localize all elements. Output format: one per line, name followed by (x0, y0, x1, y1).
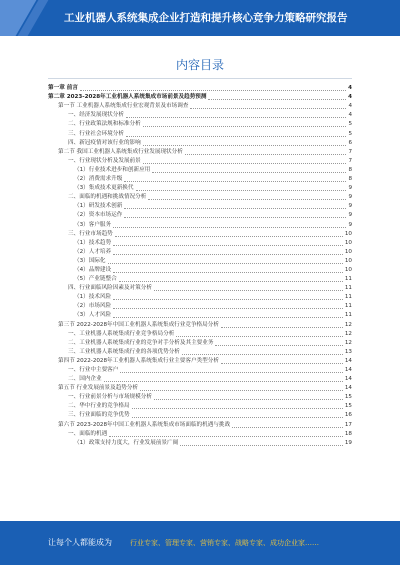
toc-leader-dots (140, 390, 343, 391)
toc-entry[interactable] (48, 148, 352, 157)
toc-entry-text: 二、工业机器人系统集成行业的竞争对手分析及其主要业务 (68, 339, 214, 346)
toc-entry[interactable] (48, 384, 352, 393)
toc-leader-dots (124, 181, 346, 182)
toc-entry-text: 四、行业面临风险因素及对策分析 (68, 285, 152, 292)
toc-entry-page: 7 (348, 148, 352, 155)
toc-leader-dots (152, 172, 346, 173)
toc-leader-dots (232, 427, 343, 428)
toc-entry-page: 4 (348, 112, 352, 119)
toc-entry[interactable] (48, 284, 352, 293)
toc-entry[interactable] (48, 193, 352, 202)
toc-leader-dots (113, 317, 343, 318)
toc-entry-page: 5 (348, 130, 352, 137)
toc-leader-dots (108, 263, 343, 264)
toc-entry-page: 11 (344, 285, 352, 292)
toc-entry-page: 9 (348, 194, 352, 201)
toc-entry[interactable] (48, 375, 352, 384)
toc-leader-dots (113, 245, 343, 246)
toc-entry-page: 12 (344, 321, 352, 328)
toc-entry[interactable] (48, 420, 352, 429)
toc-entry-text: （2）人才培养 (74, 248, 112, 255)
toc-entry-page: 10 (344, 239, 352, 246)
toc-entry[interactable] (48, 129, 352, 138)
toc-entry-text: 二、面临的机遇和挑战情况分析 (68, 194, 147, 201)
toc-entry-page: 10 (344, 248, 352, 255)
toc-entry[interactable] (48, 430, 352, 439)
toc-leader-dots (136, 190, 347, 191)
toc-entry-text: 三、工业机器人系统集成行业的各项优势分析 (68, 348, 180, 355)
toc-entry-page: 16 (344, 412, 352, 419)
toc-entry-page: 10 (344, 230, 352, 237)
toc-leader-dots (115, 236, 343, 237)
toc-entry-text: （2）市场风险 (74, 303, 112, 310)
footer-banner (0, 521, 400, 565)
toc-entry[interactable] (48, 239, 352, 248)
toc-leader-dots (120, 372, 343, 373)
toc-entry-text: （1）技术风险 (74, 294, 112, 301)
report-title: 工业机器人系统集成企业打造和提升核心竞争力策略研究报告 (64, 12, 348, 24)
toc-leader-dots (113, 254, 343, 255)
toc-entry-text: （1）行业技术进步和创新应用 (74, 166, 151, 173)
toc-entry-page: 11 (344, 276, 352, 283)
toc-leader-dots (132, 417, 343, 418)
toc-leader-dots (104, 381, 343, 382)
toc-entry-text: 一、行业前景分析与市场规模分析 (68, 394, 152, 401)
table-of-contents (48, 84, 352, 448)
toc-entry[interactable] (48, 175, 352, 184)
toc-entry-text: 第二节 我国工业机器人系统集成行业发展现状分析 (58, 148, 183, 155)
toc-entry[interactable] (48, 293, 352, 302)
toc-entry-text: 一、面临的机遇 (68, 430, 108, 437)
toc-divider (48, 78, 352, 79)
toc-entry[interactable] (48, 202, 352, 211)
toc-leader-dots (119, 281, 343, 282)
toc-leader-dots (143, 126, 347, 127)
toc-leader-dots (221, 327, 343, 328)
toc-entry-text: （3）国际化 (74, 257, 106, 264)
toc-entry-text: 四、新冠疫情对该行业的影响 (68, 139, 141, 146)
toc-entry-text: 二、华中行业的竞争格局 (68, 403, 130, 410)
toc-entry[interactable] (48, 111, 352, 120)
toc-entry[interactable] (48, 120, 352, 129)
toc-entry-text: （2）消费需求升级 (74, 176, 123, 183)
toc-leader-dots (215, 345, 342, 346)
toc-entry-page: 10 (344, 257, 352, 264)
toc-entry-text: 第三节 2022-2028年中国工业机器人系统集成行业竞争格局分析 (58, 321, 219, 328)
toc-leader-dots (143, 145, 347, 146)
toc-leader-dots (185, 154, 347, 155)
toc-entry-text: 二、国内企业 (68, 376, 102, 383)
toc-entry-page: 14 (344, 357, 352, 364)
toc-leader-dots (80, 90, 346, 91)
toc-leader-dots (132, 408, 343, 409)
toc-leader-dots (148, 199, 346, 200)
toc-entry-text: 第一节 工业机器人系统集成行业宏观背景及市场调查 (58, 103, 189, 110)
toc-leader-dots (124, 217, 346, 218)
toc-entry-text: 一、经济发展现状分析 (68, 112, 124, 119)
toc-entry-text: （3）客户服务 (74, 221, 112, 228)
toc-leader-dots (190, 108, 346, 109)
toc-entry-text: 三、行业市场趋势 (68, 230, 113, 237)
toc-entry-page: 4 (348, 94, 352, 101)
toc-entry-text: 第六节 2023-2028年中国工业机器人系统集成市场面临的机遇与挑战 (58, 421, 231, 428)
report-header-banner (0, 0, 400, 36)
toc-leader-dots (208, 99, 346, 100)
toc-entry[interactable] (48, 439, 352, 448)
toc-entry-text: （4）品牌建设 (74, 266, 112, 273)
toc-leader-dots (113, 227, 346, 228)
toc-entry[interactable] (48, 320, 352, 329)
toc-entry[interactable] (48, 266, 352, 275)
toc-leader-dots (113, 308, 343, 309)
toc-entry-page: 12 (344, 330, 352, 337)
toc-entry-text: （1）研发技术创新 (74, 203, 123, 210)
toc-entry-page: 19 (344, 439, 352, 446)
toc-entry-page: 15 (344, 403, 352, 410)
toc-leader-dots (180, 445, 343, 446)
toc-entry-page: 12 (344, 339, 352, 346)
toc-entry[interactable] (48, 411, 352, 420)
toc-entry[interactable] (48, 357, 352, 366)
footer-tagline: 行业专家、管理专家、营销专家、战略专家、成功企业家…… (130, 539, 319, 547)
toc-entry[interactable] (48, 211, 352, 220)
toc-entry[interactable] (48, 366, 352, 375)
toc-entry-page: 8 (348, 176, 352, 183)
toc-leader-dots (143, 163, 347, 164)
toc-leader-dots (221, 363, 343, 364)
toc-entry[interactable] (48, 139, 352, 148)
toc-entry-page: 14 (344, 376, 352, 383)
toc-entry[interactable] (48, 402, 352, 411)
toc-leader-dots (109, 436, 343, 437)
footer-slogan: 让每个人都能成为 (48, 538, 112, 547)
toc-entry-text: 三、行业社会环境分析 (68, 130, 124, 137)
toc-entry-page: 18 (344, 430, 352, 437)
toc-leader-dots (154, 290, 343, 291)
toc-entry-text: （3）人才风险 (74, 312, 112, 319)
toc-entry[interactable] (48, 302, 352, 311)
toc-leader-dots (182, 354, 343, 355)
toc-entry-page: 13 (344, 348, 352, 355)
toc-leader-dots (154, 399, 343, 400)
toc-entry[interactable] (48, 102, 352, 111)
toc-entry-text: 三、行业面临的竞争优势 (68, 412, 130, 419)
toc-entry-page: 17 (344, 421, 352, 428)
toc-entry-page: 11 (344, 303, 352, 310)
toc-entry-text: （3）集成技术更新换代 (74, 185, 134, 192)
toc-entry-page: 14 (344, 385, 352, 392)
toc-entry-page: 10 (344, 266, 352, 273)
toc-leader-dots (126, 136, 346, 137)
toc-entry-page: 14 (344, 367, 352, 373)
toc-entry[interactable] (48, 184, 352, 193)
toc-entry-page: 4 (348, 85, 352, 92)
toc-entry[interactable] (48, 248, 352, 257)
toc-entry[interactable] (48, 166, 352, 175)
toc-leader-dots (124, 208, 346, 209)
toc-entry[interactable] (48, 330, 352, 339)
toc-entry-page: 4 (348, 103, 352, 110)
toc-entry-text: （2）资本市场运作 (74, 212, 123, 219)
toc-entry[interactable] (48, 257, 352, 266)
toc-entry-text: 一、工业机器人系统集成行业竞争格局分析 (68, 330, 175, 337)
toc-entry-text: 一、行业中主要客户 (68, 367, 119, 373)
toc-entry-page: 9 (348, 212, 352, 219)
toc-entry[interactable] (48, 220, 352, 229)
toc-entry[interactable] (48, 157, 352, 166)
toc-entry-page: 9 (348, 221, 352, 228)
toc-entry-text: 第二章 2023-2028年工业机器人系统集成市场前景及趋势预测 (48, 94, 207, 101)
toc-entry-text: 一、行业现状分析及发展前景 (68, 157, 141, 164)
toc-entry-page: 11 (344, 312, 352, 319)
toc-entry-text: 二、行业政策法规和标准分析 (68, 121, 141, 128)
toc-entry-text: 第四节 2022-2028年工业机器人系统集成行业主要客户类型分析 (58, 357, 219, 364)
toc-entry[interactable] (48, 275, 352, 284)
toc-entry[interactable] (48, 348, 352, 357)
toc-entry[interactable] (48, 93, 352, 102)
toc-leader-dots (113, 272, 343, 273)
toc-heading: 内容目录 (175, 58, 224, 72)
toc-entry[interactable] (48, 311, 352, 320)
toc-entry-page: 9 (348, 185, 352, 192)
toc-entry-text: 第一章 前言 (48, 85, 78, 92)
toc-entry[interactable] (48, 230, 352, 239)
toc-entry-page: 9 (348, 203, 352, 210)
toc-entry-text: （1）政策支持力度大，行业发展前景广阔 (74, 439, 179, 446)
toc-entry-text: 第五节 行业发展前景及趋势分析 (58, 385, 139, 392)
toc-entry-page: 15 (344, 394, 352, 401)
toc-entry-page: 7 (348, 157, 352, 164)
toc-leader-dots (176, 336, 343, 337)
toc-entry-page: 5 (348, 121, 352, 128)
toc-entry[interactable] (48, 393, 352, 402)
toc-leader-dots (126, 117, 346, 118)
toc-entry-page: 8 (348, 166, 352, 173)
toc-leader-dots (113, 299, 343, 300)
toc-entry-page: 6 (348, 139, 352, 146)
toc-entry-page: 11 (344, 294, 352, 301)
toc-entry-text: （1）技术趋势 (74, 239, 112, 246)
toc-entry[interactable] (48, 84, 352, 93)
toc-entry-text: （5）产业链整合 (74, 276, 117, 283)
toc-entry[interactable] (48, 339, 352, 348)
